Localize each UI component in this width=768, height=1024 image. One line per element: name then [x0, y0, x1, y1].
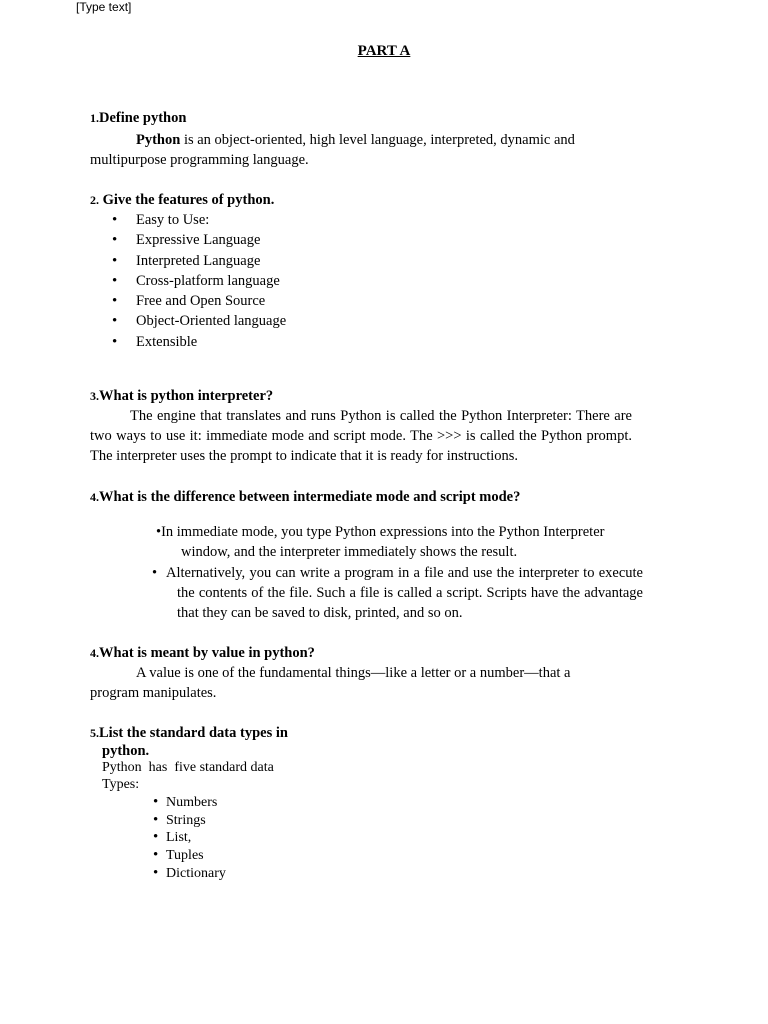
list-item: • Extensible [136, 332, 286, 352]
question-4b [90, 645, 315, 662]
list-item: • Easy to Use: [136, 210, 286, 230]
question-text: Define python [99, 110, 187, 126]
list-item: • Object-Oriented language [136, 311, 286, 331]
list-item: • Numbers [166, 794, 226, 812]
question-number: 1. [90, 111, 99, 125]
list-item: • Interpreted Language [136, 251, 286, 271]
features-list [136, 210, 286, 352]
question-5 [90, 725, 288, 742]
question-4a [90, 489, 520, 506]
question-text: What is the difference between intermediate mode and script mode? [99, 489, 521, 505]
question-number: 4. [90, 490, 99, 504]
bullet-1-line-2: window, and the interpreter immediately shows the result. [181, 544, 518, 560]
question-5-line-2: python. [102, 743, 150, 759]
question-text: Give the features of python. [102, 192, 275, 208]
answer-4b-line-1: A value is one of the fundamental things—like a letter or a number—that a [136, 665, 571, 681]
bold-term: Python [136, 132, 181, 148]
list-item: • Tuples [166, 847, 226, 865]
question-number: 4. [90, 646, 99, 660]
bullet-icon: • [152, 565, 158, 581]
question-text: List the standard data types in [99, 725, 288, 741]
bullet-text: In immediate mode, you type Python expressions into the Python Interpreter [161, 524, 605, 540]
data-types-list [166, 794, 226, 883]
page-title: PART A [357, 43, 411, 59]
answer-3: The engine that translates and runs Python is called the Python Interpreter: There are two ways to use it: immediate mode and script mode. The >>> is called the Python prompt. The interpreter uses the prompt to indicate that it is ready for instructions. [90, 408, 632, 464]
answer-1-line-2: multipurpose programming language. [90, 152, 309, 168]
bullet-icon: • [156, 524, 162, 540]
bullet-2: Alternatively, you can write a program in a file and use the interpreter to execute the contents of the file. Such a file is called a script. Scripts have the advantage that they can be saved to disk, printed, and so on. [166, 565, 643, 621]
header-note: [Type text] [76, 0, 132, 14]
bullet-1-line-1 [156, 522, 604, 542]
answer-1-line-1 [136, 130, 636, 150]
question-2 [90, 192, 274, 209]
list-item: • Expressive Language [136, 230, 286, 250]
list-item: • Strings [166, 812, 226, 830]
list-item: • Free and Open Source [136, 291, 286, 311]
question-number: 3. [90, 389, 99, 403]
list-item: • Dictionary [166, 865, 226, 883]
question-3 [90, 388, 273, 405]
question-text: What is python interpreter? [99, 388, 274, 404]
answer-text: is an object-oriented, high level language, interpreted, dynamic and [180, 132, 575, 148]
list-item: • Cross-platform language [136, 271, 286, 291]
question-text: What is meant by value in python? [99, 645, 315, 661]
list-item: • List, [166, 829, 226, 847]
question-1 [90, 110, 186, 127]
answer-5-line-2: Types: [102, 777, 140, 792]
question-number: 5. [90, 726, 99, 740]
answer-4b-line-2: program manipulates. [90, 685, 217, 701]
answer-5-line-1: Python has five standard data [102, 760, 274, 775]
question-number: 2. [90, 193, 99, 207]
